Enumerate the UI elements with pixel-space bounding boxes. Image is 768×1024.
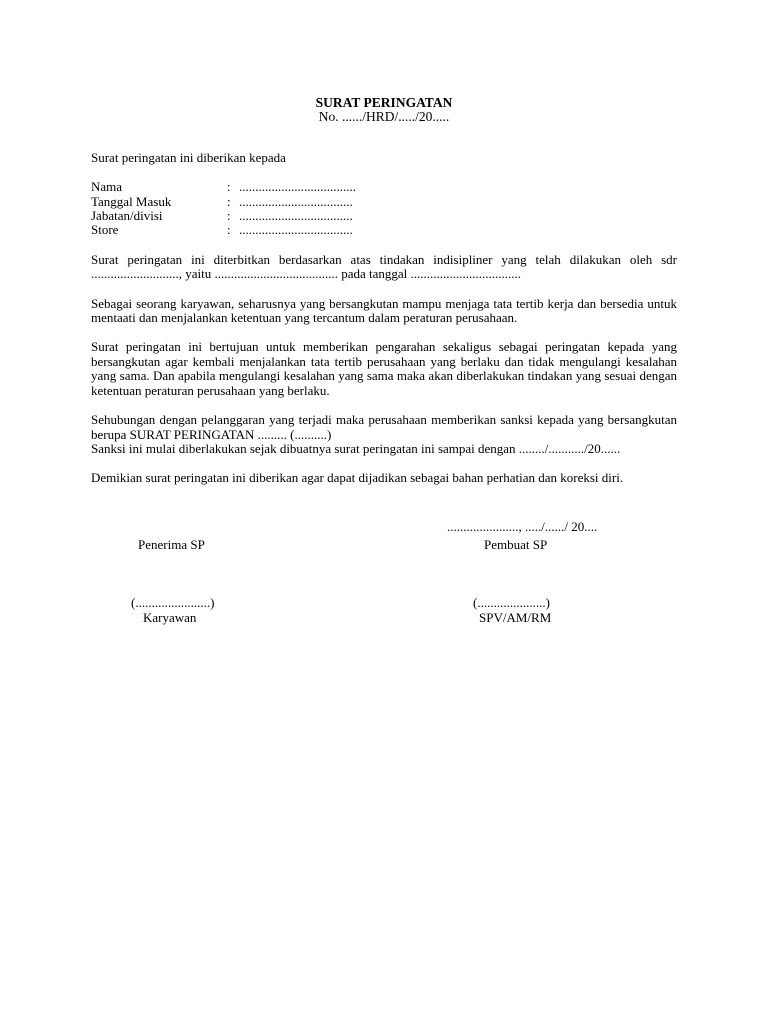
field-label: Nama — [91, 179, 123, 195]
recipient-title: Penerima SP — [138, 537, 205, 552]
document-number: No. ....../HRD/...../20..... — [318, 109, 450, 125]
field-label: Jabatan/divisi — [91, 208, 163, 224]
paragraph-closing: Demikian surat peringatan ini diberikan agar dapat dijadikan sebagai bahan perhatian dan koreksi diri. — [91, 470, 624, 486]
field-separator: : — [227, 193, 231, 209]
field-row-nama — [91, 180, 677, 194]
maker-role: SPV/AM/RM — [479, 610, 552, 625]
field-row-store — [91, 223, 677, 237]
field-separator: : — [227, 222, 231, 238]
document-title: SURAT PERINGATAN — [315, 95, 453, 110]
maker-signature-line: (.....................) — [473, 595, 550, 610]
signature-place-date: ......................, ...../....../ 20.... — [447, 519, 598, 534]
field-label: Store — [91, 222, 119, 238]
paragraph-obligation: Sebagai seorang karyawan, seharusnya yang bersangkutan mampu menjaga tata tertib kerja dan bersedia untuk mentaati dan menjalankan ketentuan yang tercantum dalam peraturan perusahaan. — [91, 295, 677, 326]
field-value: ................................... — [239, 193, 353, 209]
sanction-section — [91, 413, 677, 456]
paragraph-purpose: Surat peringatan ini bertujuan untuk memberikan pengarahan sekaligus sebagai peringatan kepada yang bersangkutan agar kembali menjalankan tata tertib perusahaan yang berlaku dan tidak mengulangi kesalahan yang sama. Dan apabila mengulangi kesalahan yang sama maka akan diberlakukan tindakan yang sesuai dengan ketentuan peraturan perusahaan yang berlaku. — [91, 339, 677, 398]
field-value: ................................... — [239, 222, 353, 238]
field-separator: : — [227, 179, 231, 195]
sanction-line-2: Sanksi ini mulai diberlakukan sejak dibuatnya surat peringatan ini sampai dengan ......../.........../20...... — [91, 440, 621, 456]
field-value: ................................... — [239, 208, 353, 224]
sanction-line-1: Sehubungan dengan pelanggaran yang terjadi maka perusahaan memberikan sanksi kepada yang bersangkutan berupa SURAT PERINGATAN ......... (..........) — [91, 412, 677, 442]
maker-title: Pembuat SP — [484, 537, 548, 552]
field-row-jabatan — [91, 209, 677, 223]
recipient-fields — [91, 180, 677, 238]
field-value: .................................... — [239, 179, 356, 195]
document-body — [91, 96, 677, 486]
recipient-role: Karyawan — [143, 610, 197, 625]
intro-text: Surat peringatan ini diberikan kepada — [91, 149, 286, 165]
field-separator: : — [227, 208, 231, 224]
field-row-tanggal-masuk — [91, 195, 677, 209]
recipient-signature-line: (.......................) — [131, 595, 215, 610]
field-label: Tanggal Masuk — [91, 193, 172, 209]
paragraph-basis: Surat peringatan ini diterbitkan berdasarkan atas tindakan indisipliner yang telah dilakukan oleh sdr ..........................., yaitu ...................................... pada tanggal .................................. — [91, 251, 677, 282]
